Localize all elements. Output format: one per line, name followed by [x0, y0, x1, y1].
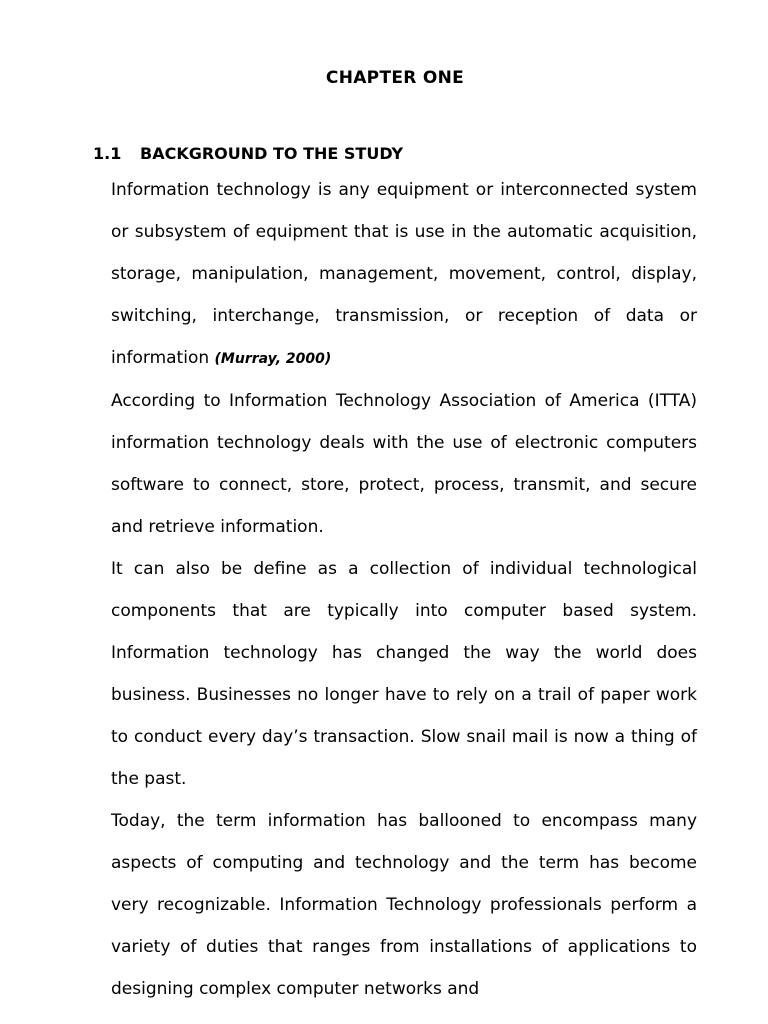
paragraph-text: Information technology is any equipment or interconnected system or subsystem of equipment that is use in the automatic acquisition, storage, manipulation, management, movement, control, display, switching, interchange, transmission, or reception of data or information — [111, 180, 697, 368]
citation: (Murray, 2000) — [214, 351, 332, 367]
paragraph-itta: According to Information Technology Association of America (ITTA) information technology deals with the use of electronic computers software to connect, store, protect, process, transmit, and secure and retrieve information. — [111, 391, 697, 537]
section-heading — [93, 144, 403, 163]
body-text — [111, 169, 697, 1010]
section-number: 1.1 — [93, 144, 122, 163]
chapter-title: CHAPTER ONE — [325, 68, 465, 88]
paragraph-today: Today, the term information has ballooned to encompass many aspects of computing and technology and the term has become very recognizable. Information Technology professionals perform a variety of duties that ranges from installations of applications to designing complex computer networks and — [111, 811, 697, 999]
paragraph-collection: It can also be define as a collection of individual technological components that are typically into computer based system. Information technology has changed the way the world does business. Businesses no longer have to rely on a trail of paper work to conduct every day’s transaction. Slow snail mail is now a thing of the past. — [111, 559, 697, 789]
paragraph-definition — [111, 169, 697, 380]
section-title: BACKGROUND TO THE STUDY — [140, 144, 404, 163]
